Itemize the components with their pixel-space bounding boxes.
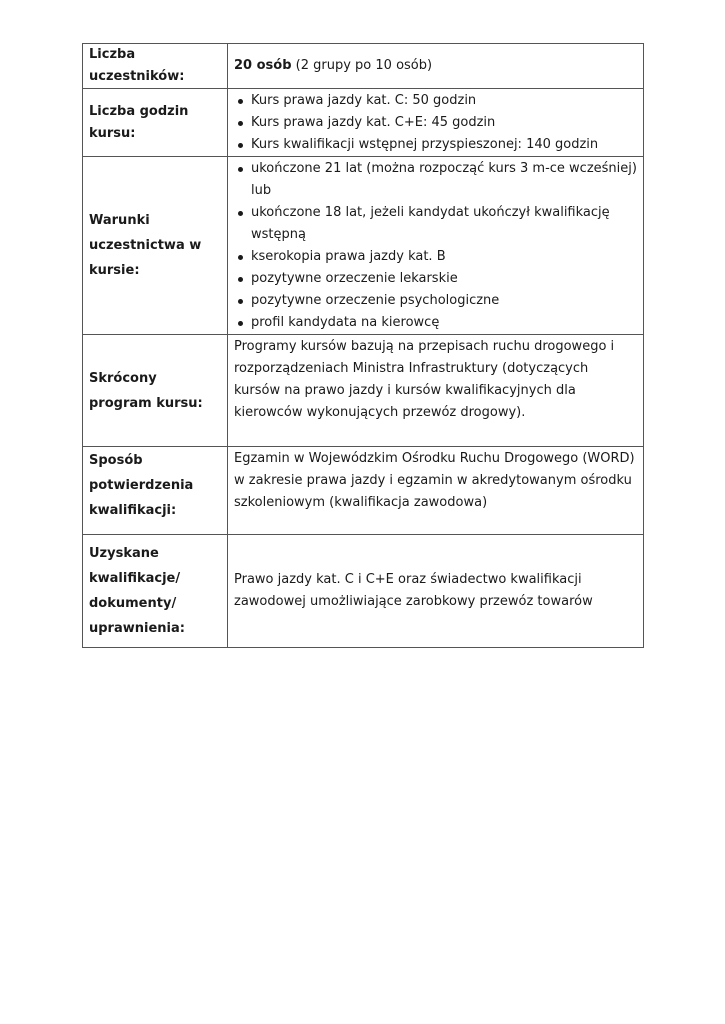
list-item: Kurs kwalifikacji wstępnej przyspieszonej: 140 godzin — [251, 134, 637, 156]
list-item: pozytywne orzeczenie lekarskie — [251, 268, 637, 290]
table-row-confirmation — [83, 447, 644, 535]
list-item: Kurs prawa jazdy kat. C: 50 godzin — [251, 90, 637, 112]
participants-groups: (2 grupy po 10 osób) — [291, 58, 433, 73]
list-item: profil kandydata na kierowcę — [251, 312, 637, 334]
list-item: ukończone 21 lat (można rozpocząć kurs 3 m-ce wcześniej) lub — [251, 158, 637, 202]
hours-list — [234, 90, 637, 156]
confirmation-label: Sposób potwierdzenia kwalifikacji: — [83, 447, 228, 535]
table-row-program — [83, 335, 644, 447]
participants-label: Liczba uczestników: — [83, 44, 228, 89]
list-item: Kurs prawa jazdy kat. C+E: 45 godzin — [251, 112, 637, 134]
conditions-label: Warunki uczestnictwa w kursie: — [83, 157, 228, 335]
table-row-conditions — [83, 157, 644, 335]
list-item: kserokopia prawa jazdy kat. B — [251, 246, 637, 268]
program-label: Skrócony program kursu: — [83, 335, 228, 447]
confirmation-value: Egzamin w Wojewódzkim Ośrodku Ruchu Drogowego (WORD) w zakresie prawa jazdy i egzamin w akredytowanym ośrodku szkoleniowym (kwalifikacja zawodowa) — [228, 447, 644, 535]
qualifications-label: Uzyskane kwalifikacje/ dokumenty/ uprawnienia: — [83, 535, 228, 648]
participants-count: 20 osób — [234, 58, 292, 73]
course-info-table — [82, 43, 644, 648]
list-item: pozytywne orzeczenie psychologiczne — [251, 290, 637, 312]
conditions-value — [228, 157, 644, 335]
qualifications-value: Prawo jazdy kat. C i C+E oraz świadectwo kwalifikacji zawodowej umożliwiające zarobkowy przewóz towarów — [228, 535, 644, 648]
table-row-qualifications — [83, 535, 644, 648]
table-row-hours — [83, 89, 644, 157]
program-value: Programy kursów bazują na przepisach ruchu drogowego i rozporządzeniach Ministra Infrastruktury (dotyczących kursów na prawo jazdy i kursów kwalifikacyjnych dla kierowców wykonujących przewóz drogowy). — [228, 335, 644, 447]
hours-label: Liczba godzin kursu: — [83, 89, 228, 157]
table-row-participants — [83, 44, 644, 89]
list-item: ukończone 18 lat, jeżeli kandydat ukończył kwalifikację wstępną — [251, 202, 637, 246]
conditions-list — [234, 158, 637, 334]
hours-value — [228, 89, 644, 157]
participants-value — [228, 44, 644, 89]
